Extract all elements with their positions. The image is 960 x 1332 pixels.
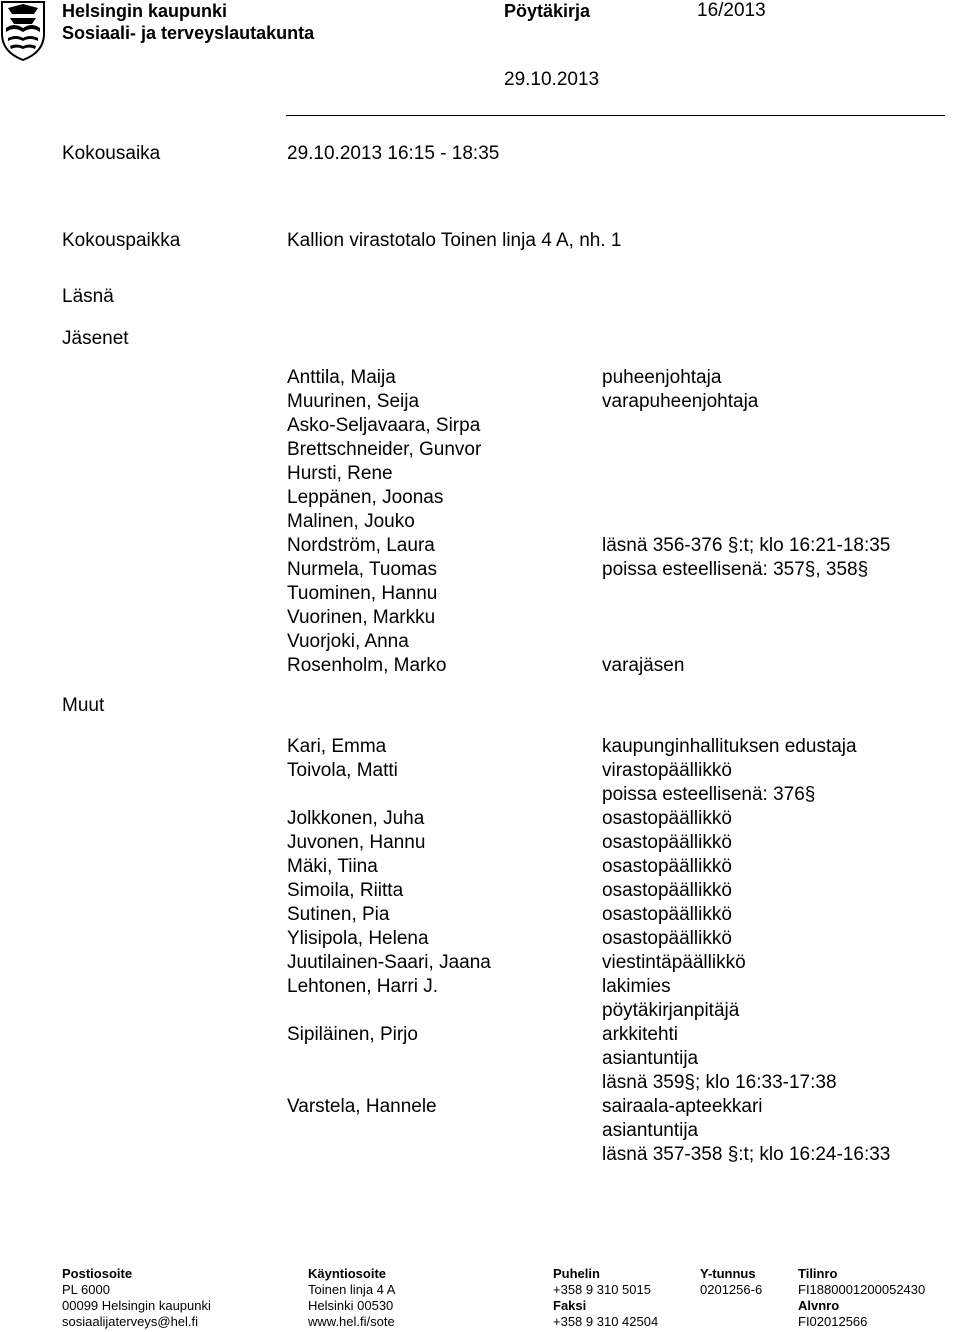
other-name: [287, 1047, 491, 1071]
member-role: [602, 462, 890, 486]
footer-phone-value: +358 9 310 5015: [553, 1282, 651, 1297]
member-role: [602, 510, 890, 534]
other-role: läsnä 357-358 §:t; klo 16:24-16:33: [602, 1144, 891, 1165]
footer-email[interactable]: sosiaalijaterveys@hel.fi: [62, 1314, 199, 1329]
member-role: [602, 438, 890, 462]
other-role: läsnä 359§; klo 16:33-17:38: [602, 1072, 837, 1093]
footer-visit-line: Toinen linja 4 A: [308, 1282, 396, 1297]
members-names-list: [287, 366, 481, 678]
other-role: asiantuntija: [602, 1120, 699, 1141]
meeting-time-value: 29.10.2013 16:15 - 18:35: [287, 143, 500, 164]
member-name: Tuominen, Hannu: [287, 583, 438, 604]
document-date: 29.10.2013: [504, 69, 600, 90]
other-name: Juutilainen-Saari, Jaana: [287, 952, 491, 973]
other-role: osastopäällikkö: [602, 808, 732, 829]
other-name: [287, 1071, 491, 1095]
helsinki-crest-logo: [0, 0, 46, 62]
footer-visit: [308, 1266, 395, 1330]
member-name: Muurinen, Seija: [287, 391, 420, 412]
member-role: [602, 630, 890, 654]
other-role: osastopäällikkö: [602, 832, 732, 853]
meeting-time-label: Kokousaika: [62, 143, 161, 164]
others-roles-list: [602, 735, 890, 1167]
other-role: asiantuntija: [602, 1048, 699, 1069]
member-role: [602, 582, 890, 606]
footer-postal-title: Postiosoite: [62, 1266, 133, 1281]
members-label: Jäsenet: [62, 328, 129, 349]
other-name: Kari, Emma: [287, 736, 387, 757]
footer-account: [798, 1266, 925, 1330]
member-name: Vuorinen, Markku: [287, 607, 436, 628]
footer-vat-value: FI02012566: [798, 1314, 868, 1329]
footer-postal-line: PL 6000: [62, 1282, 110, 1297]
other-role: osastopäällikkö: [602, 928, 732, 949]
other-name: Mäki, Tiina: [287, 856, 378, 877]
other-name: Ylisipola, Helena: [287, 928, 429, 949]
member-name: Malinen, Jouko: [287, 511, 415, 532]
footer-fax-value: +358 9 310 42504: [553, 1314, 659, 1329]
header-divider: [286, 115, 945, 116]
footer-ytunnus: [700, 1266, 762, 1298]
other-name: [287, 999, 491, 1023]
other-name: Lehtonen, Harri J.: [287, 976, 439, 997]
other-name: Simoila, Riitta: [287, 880, 404, 901]
footer-vat-title: Alvnro: [798, 1298, 840, 1313]
footer-visit-line: Helsinki 00530: [308, 1298, 394, 1313]
member-role: läsnä 356-376 §:t; klo 16:21-18:35: [602, 535, 891, 556]
member-role: varapuheenjohtaja: [602, 391, 759, 412]
footer-phone: [553, 1266, 658, 1330]
other-role: arkkitehti: [602, 1024, 679, 1045]
meeting-place-value: Kallion virastotalo Toinen linja 4 A, nh. 1: [287, 230, 622, 251]
document-number: 16/2013: [697, 0, 766, 21]
other-role: viestintäpäällikkö: [602, 952, 746, 973]
other-role: kaupunginhallituksen edustaja: [602, 736, 857, 757]
footer-ytunnus-value: 0201256-6: [700, 1282, 763, 1297]
footer-ytunnus-title: Y-tunnus: [700, 1266, 756, 1281]
other-name: Jolkkonen, Juha: [287, 808, 425, 829]
other-name: Juvonen, Hannu: [287, 832, 426, 853]
other-name: Sipiläinen, Pirjo: [287, 1024, 418, 1045]
others-label: Muut: [62, 695, 105, 716]
member-role: puheenjohtaja: [602, 367, 722, 388]
other-name: Toivola, Matti: [287, 760, 398, 781]
other-role: sairaala-apteekkari: [602, 1096, 763, 1117]
member-role: [602, 606, 890, 630]
footer-website[interactable]: www.hel.fi/sote: [308, 1314, 395, 1329]
other-role: osastopäällikkö: [602, 880, 732, 901]
member-name: Brettschneider, Gunvor: [287, 439, 482, 460]
members-roles-list: [602, 366, 890, 678]
meeting-place-label: Kokouspaikka: [62, 230, 181, 251]
member-role: poissa esteellisenä: 357§, 358§: [602, 559, 869, 580]
organization-name: Helsingin kaupunki: [62, 1, 228, 21]
member-name: Rosenholm, Marko: [287, 655, 447, 676]
footer-phone-title: Puhelin: [553, 1266, 600, 1281]
member-name: Nurmela, Tuomas: [287, 559, 437, 580]
footer-account-title: Tilinro: [798, 1266, 838, 1281]
member-name: Anttila, Maija: [287, 367, 396, 388]
other-name: Sutinen, Pia: [287, 904, 390, 925]
footer-postal-line: 00099 Helsingin kaupunki: [62, 1298, 211, 1313]
board-name: Sosiaali- ja terveyslautakunta: [62, 23, 315, 43]
present-label: Läsnä: [62, 286, 114, 307]
other-role: lakimies: [602, 976, 671, 997]
footer-fax-title: Faksi: [553, 1298, 587, 1313]
other-role: poissa esteellisenä: 376§: [602, 784, 816, 805]
member-role: [602, 414, 890, 438]
member-name: Nordström, Laura: [287, 535, 435, 556]
other-role: osastopäällikkö: [602, 856, 732, 877]
other-role: osastopäällikkö: [602, 904, 732, 925]
member-name: Vuorjoki, Anna: [287, 631, 409, 652]
footer-postal: [62, 1266, 211, 1330]
member-name: Leppänen, Joonas: [287, 487, 444, 508]
footer-visit-title: Käyntiosoite: [308, 1266, 387, 1281]
other-role: virastopäällikkö: [602, 760, 732, 781]
footer-account-value: FI1880001200052430: [798, 1282, 926, 1297]
member-role: varajäsen: [602, 655, 685, 676]
other-name: Varstela, Hannele: [287, 1096, 437, 1117]
other-role: pöytäkirjanpitäjä: [602, 1000, 740, 1021]
others-names-list: [287, 735, 491, 1119]
member-name: Asko-Seljavaara, Sirpa: [287, 415, 481, 436]
member-name: Hursti, Rene: [287, 463, 393, 484]
document-type: Pöytäkirja: [504, 1, 591, 21]
other-name: [287, 783, 491, 807]
member-role: [602, 486, 890, 510]
